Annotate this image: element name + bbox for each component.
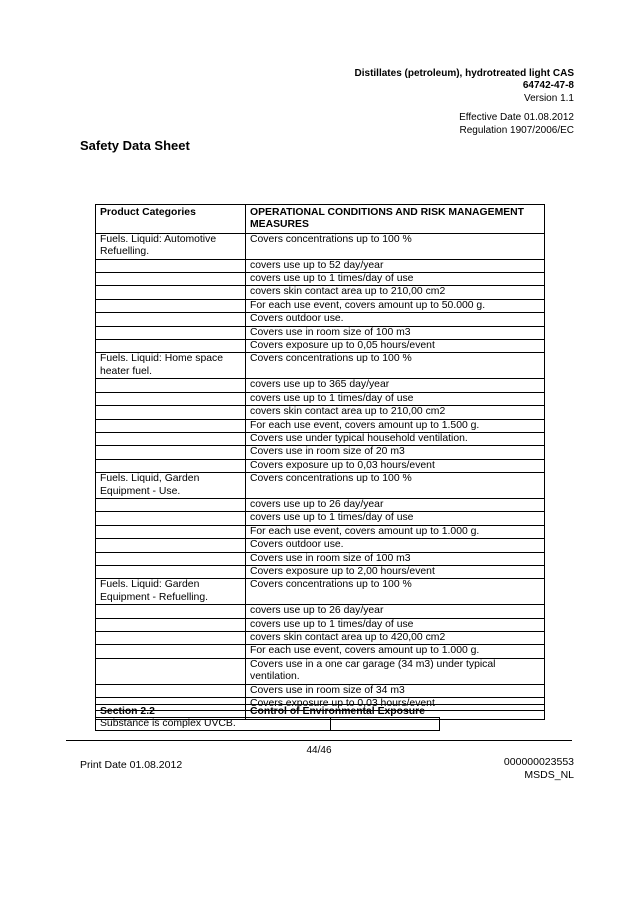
- product-category-cell: [96, 313, 246, 326]
- table-row: [96, 313, 545, 326]
- table-row: [96, 552, 545, 565]
- condition-cell: For each use event, covers amount up to 1.000 g.: [246, 645, 545, 658]
- table-row: [96, 233, 545, 259]
- product-category-cell: [96, 618, 246, 631]
- condition-cell: Covers use in room size of 100 m3: [246, 552, 545, 565]
- condition-cell: covers skin contact area up to 210,00 cm2: [246, 406, 545, 419]
- product-category-cell: [96, 406, 246, 419]
- product-category-cell: Fuels. Liquid: Garden Equipment - Refuelling.: [96, 579, 246, 605]
- version: Version 1.1: [523, 93, 574, 104]
- table-row: [96, 419, 545, 432]
- condition-cell: covers use up to 1 times/day of use: [246, 273, 545, 286]
- product-category-cell: [96, 552, 246, 565]
- table-row: [96, 286, 545, 299]
- condition-cell: Covers use under typical household ventilation.: [246, 432, 545, 445]
- condition-cell: covers use up to 26 day/year: [246, 605, 545, 618]
- condition-cell: covers use up to 52 day/year: [246, 259, 545, 272]
- condition-cell: Covers concentrations up to 100 %: [246, 473, 545, 499]
- table-row: [96, 684, 545, 697]
- condition-cell: covers use up to 1 times/day of use: [246, 618, 545, 631]
- table-row: [96, 340, 545, 353]
- product-category-cell: [96, 498, 246, 511]
- table-row: [96, 618, 545, 631]
- product-category-cell: [96, 525, 246, 538]
- section-note: Substance is complex UVCB.: [96, 718, 331, 731]
- document-code: MSDS_NL: [524, 769, 574, 781]
- table-row: [96, 326, 545, 339]
- table-row: [96, 392, 545, 405]
- condition-cell: Covers exposure up to 0,03 hours/event: [246, 698, 545, 711]
- header-operational-conditions: OPERATIONAL CONDITIONS AND RISK MANAGEMENT MEASURES: [246, 205, 545, 234]
- effective-date: Effective Date 01.08.2012: [459, 112, 574, 123]
- condition-cell: Covers exposure up to 0,05 hours/event: [246, 340, 545, 353]
- condition-cell: covers use up to 26 day/year: [246, 498, 545, 511]
- condition-cell: Covers use in room size of 34 m3: [246, 684, 545, 697]
- condition-cell: For each use event, covers amount up to 1.000 g.: [246, 525, 545, 538]
- table-row: [96, 645, 545, 658]
- table-header-row: [96, 205, 545, 234]
- header-product-categories: Product Categories: [96, 205, 246, 234]
- product-category-cell: [96, 259, 246, 272]
- document-number: 000000023553: [503, 756, 574, 768]
- table-row: [96, 605, 545, 618]
- product-category-cell: [96, 658, 246, 684]
- condition-cell: Covers outdoor use.: [246, 313, 545, 326]
- condition-cell: Covers outdoor use.: [246, 539, 545, 552]
- table-row: [96, 498, 545, 511]
- product-category-cell: Fuels. Liquid, Garden Equipment - Use.: [96, 473, 246, 499]
- product-category-cell: [96, 645, 246, 658]
- condition-cell: Covers use in room size of 20 m3: [246, 446, 545, 459]
- product-category-cell: [96, 432, 246, 445]
- table-row: [96, 273, 545, 286]
- table-row: [96, 459, 545, 472]
- product-category-cell: [96, 632, 246, 645]
- product-category-cell: [96, 299, 246, 312]
- table-row: [96, 512, 545, 525]
- section-title: Control of Environmental Exposure: [246, 705, 545, 720]
- product-category-cell: [96, 539, 246, 552]
- table-row: [96, 406, 545, 419]
- table-row: [96, 658, 545, 684]
- product-category-cell: [96, 459, 246, 472]
- condition-cell: covers use up to 1 times/day of use: [246, 512, 545, 525]
- product-category-cell: Fuels. Liquid: Home space heater fuel.: [96, 353, 246, 379]
- regulation: Regulation 1907/2006/EC: [459, 125, 574, 136]
- footer-divider: [66, 740, 572, 741]
- condition-cell: covers skin contact area up to 210,00 cm2: [246, 286, 545, 299]
- table-row: [96, 446, 545, 459]
- product-category-cell: [96, 419, 246, 432]
- table-row: [96, 379, 545, 392]
- condition-cell: Covers use in a one car garage (34 m3) under typical ventilation.: [246, 658, 545, 684]
- product-category-cell: [96, 684, 246, 697]
- condition-cell: Covers concentrations up to 100 %: [246, 579, 545, 605]
- product-category-cell: Fuels. Liquid: Automotive Refuelling.: [96, 233, 246, 259]
- table-row: [96, 299, 545, 312]
- condition-cell: covers use up to 365 day/year: [246, 379, 545, 392]
- condition-cell: Covers exposure up to 2,00 hours/event: [246, 565, 545, 578]
- product-category-cell: [96, 340, 246, 353]
- print-date: Print Date 01.08.2012: [80, 759, 183, 771]
- document-id: [504, 756, 574, 782]
- section-note-table: [95, 717, 440, 731]
- table-row: [96, 525, 545, 538]
- table-row: [96, 539, 545, 552]
- section-label: Section 2.2: [96, 705, 246, 720]
- table-row: [96, 353, 545, 379]
- table-row: [96, 473, 545, 499]
- condition-cell: Covers concentrations up to 100 %: [246, 233, 545, 259]
- condition-cell: For each use event, covers amount up to 1.500 g.: [246, 419, 545, 432]
- condition-cell: Covers concentrations up to 100 %: [246, 353, 545, 379]
- page-title: Safety Data Sheet: [80, 138, 190, 153]
- product-category-cell: [96, 512, 246, 525]
- table-row: [96, 565, 545, 578]
- product-category-cell: [96, 446, 246, 459]
- table-row: [96, 432, 545, 445]
- product-category-cell: [96, 326, 246, 339]
- condition-cell: Covers use in room size of 100 m3: [246, 326, 545, 339]
- product-category-cell: [96, 273, 246, 286]
- table-row: [96, 579, 545, 605]
- page-number: 44/46: [306, 745, 332, 756]
- condition-cell: Covers exposure up to 0,03 hours/event: [246, 459, 545, 472]
- condition-cell: For each use event, covers amount up to 50.000 g.: [246, 299, 545, 312]
- product-category-cell: [96, 565, 246, 578]
- condition-cell: covers use up to 1 times/day of use: [246, 392, 545, 405]
- table-row: [96, 632, 545, 645]
- product-category-cell: [96, 605, 246, 618]
- table-row: [96, 259, 545, 272]
- product-name: Distillates (petroleum), hydrotreated light CAS 64742-47-8: [354, 68, 574, 91]
- product-category-cell: [96, 392, 246, 405]
- product-category-cell: [96, 379, 246, 392]
- section-note-empty-cell: [331, 718, 440, 731]
- condition-cell: covers skin contact area up to 420,00 cm2: [246, 632, 545, 645]
- conditions-table: [95, 204, 545, 711]
- product-category-cell: [96, 286, 246, 299]
